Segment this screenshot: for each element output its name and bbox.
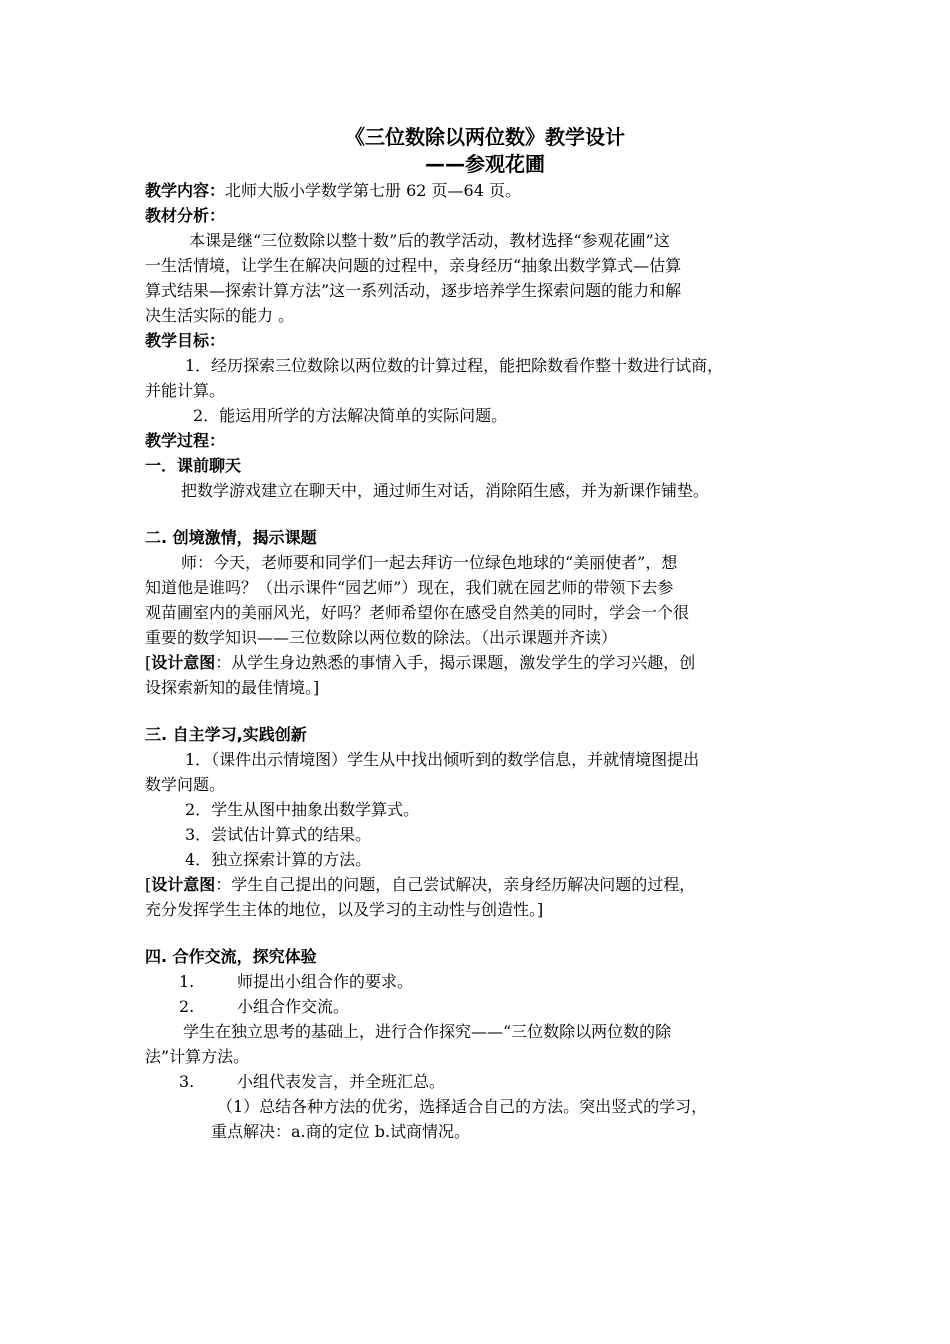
section-3-intent-line: 充分发挥学生主体的地位，以及学习的主动性与创造性。]: [145, 900, 544, 919]
item-number: 2.: [179, 997, 195, 1016]
section-2-heading: 二. 创境激情，揭示课题: [145, 528, 317, 547]
section-3-line: 1．（课件出示情境图）学生从中找出倾听到的数学信息，并就情境图提出: [185, 750, 700, 769]
section-4-item: [145, 969, 825, 994]
section-4-item: [145, 994, 825, 1019]
intent-label: 设计意图: [151, 653, 216, 672]
section-2-line: 师：今天，老师要和同学们一起去拜访一位绿色地球的“美丽使者”，想: [181, 553, 678, 572]
section-3-line: 数学问题。: [145, 775, 226, 794]
section-2-line: 重要的数学知识——三位数除以两位数的除法。（出示课题并齐读）: [145, 628, 618, 647]
section-2-intent: [145, 650, 825, 675]
section-4-heading: 四. 合作交流，探究体验: [145, 947, 317, 966]
intent-label: 设计意图: [151, 875, 216, 894]
teaching-content: [145, 178, 825, 203]
process-label: 教学过程：: [145, 431, 226, 450]
section-3-line: 3．尝试估计算式的结果。: [185, 825, 372, 844]
item-text: 小组合作交流。: [237, 997, 350, 1016]
title-subtitle: ——参观花圃: [425, 152, 545, 176]
analysis-line: 算式结果—探索计算方法”这一系列活动，逐步培养学生探索问题的能力和解: [145, 281, 682, 300]
section-4-para-line: 法”计算方法。: [145, 1047, 250, 1066]
analysis-label: 教材分析：: [145, 206, 226, 225]
item-number: 3.: [179, 1072, 195, 1091]
section-3-line: 2．学生从图中抽象出数学算式。: [185, 800, 420, 819]
document-title: [145, 124, 825, 178]
section-1-text: 把数学游戏建立在聊天中，通过师生对话，消除陌生感，并为新课作铺垫。: [181, 481, 710, 500]
analysis-line: 决生活实际的能力 。: [145, 306, 295, 325]
teaching-content-text: 北师大版小学数学第七册 62 页—64 页。: [225, 181, 521, 200]
section-2-line: 观苗圃室内的美丽风光，好吗？老师希望你在感受自然美的同时，学会一个很: [145, 603, 690, 622]
item-text: 师提出小组合作的要求。: [237, 972, 414, 991]
goal-line: 并能计算。: [145, 381, 226, 400]
section-4-sub-line: （1）总结各种方法的优劣，选择适合自己的方法。突出竖式的学习，: [217, 1097, 708, 1116]
intent-text: ：从学生身边熟悉的事情入手，揭示课题，激发学生的学习兴趣，创: [215, 653, 696, 672]
section-3-heading: 三. 自主学习,实践创新: [145, 725, 307, 744]
title-main: 《三位数除以两位数》教学设计: [345, 125, 625, 149]
section-1-heading: 一．课前聊天: [145, 456, 242, 475]
goal-line: 2．能运用所学的方法解决简单的实际问题。: [193, 406, 508, 425]
section-4-para-line: 学生在独立思考的基础上，进行合作探究——“三位数除以两位数的除: [183, 1022, 672, 1041]
section-3-intent: [145, 872, 825, 897]
intent-bracket: [: [145, 653, 152, 672]
section-2-line: 知道他是谁吗？（出示课件“园艺师”）现在，我们就在园艺师的带领下去参: [145, 578, 674, 597]
intent-text: ：学生自己提出的问题，自己尝试解决，亲身经历解决问题的过程，: [215, 875, 696, 894]
goals-label: 教学目标：: [145, 331, 226, 350]
section-4-item: [145, 1069, 825, 1094]
item-text: 小组代表发言，并全班汇总。: [237, 1072, 446, 1091]
goal-line: 1．经历探索三位数除以两位数的计算过程，能把除数看作整十数进行试商，: [185, 356, 724, 375]
intent-bracket: [: [145, 875, 152, 894]
document-page: [145, 124, 825, 1144]
analysis-line: 本课是继“三位数除以整十数”后的教学活动，教材选择“参观花圃”这: [189, 231, 670, 250]
section-2-intent-line: 设探索新知的最佳情境。]: [145, 678, 320, 697]
section-4-sub-line: 重点解决：a.商的定位 b.试商情况。: [211, 1122, 471, 1141]
section-3-line: 4．独立探索计算的方法。: [185, 850, 372, 869]
item-number: 1.: [179, 972, 195, 991]
analysis-line: 一生活情境，让学生在解决问题的过程中，亲身经历“抽象出数学算式—估算: [145, 256, 682, 275]
teaching-content-label: 教学内容：: [145, 181, 226, 200]
